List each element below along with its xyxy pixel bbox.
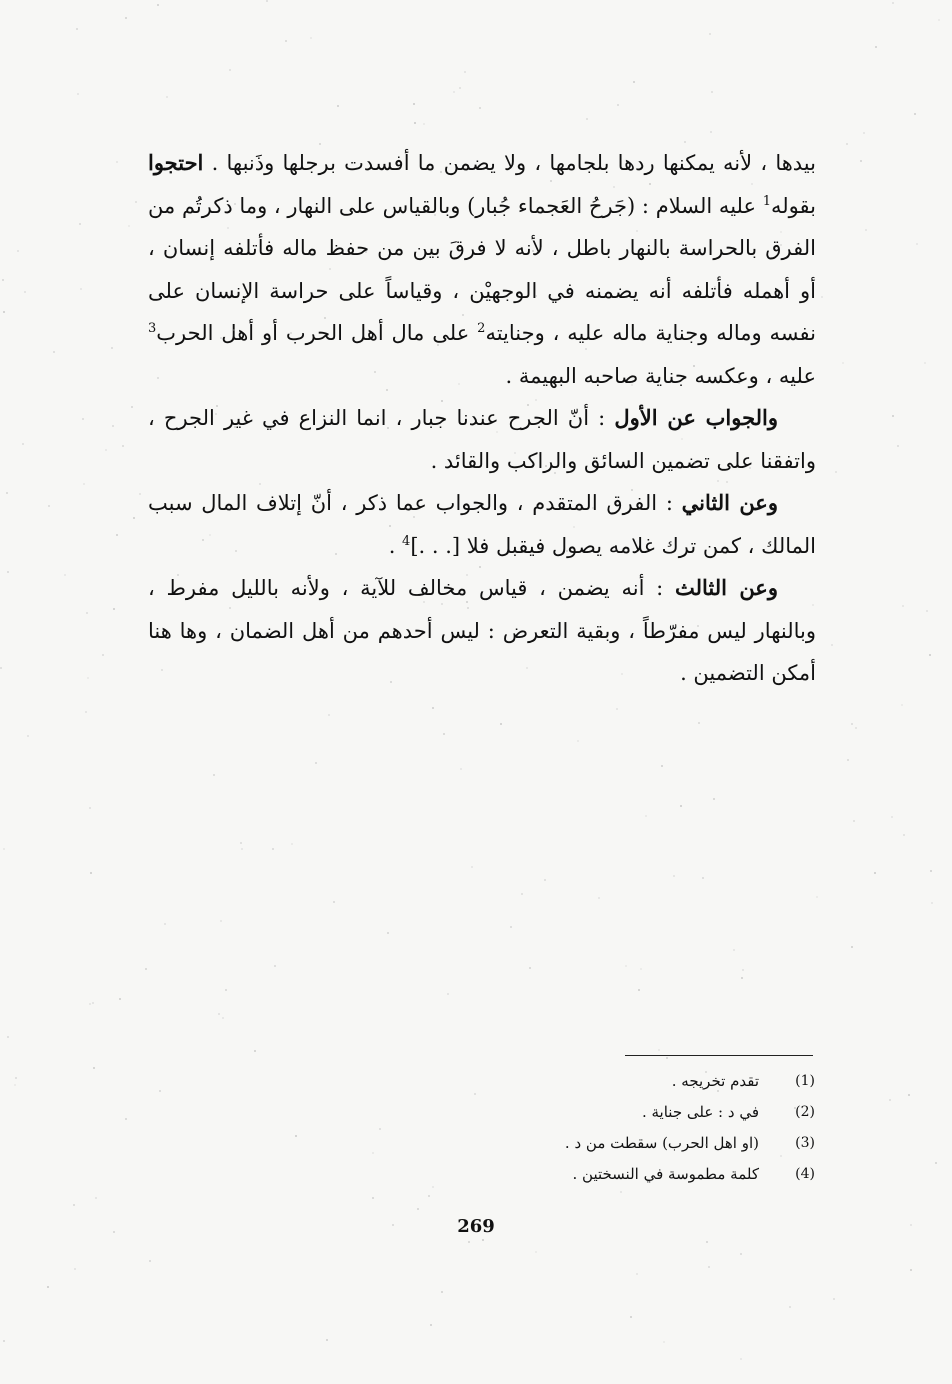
- footnote-number: (1): [795, 1073, 815, 1089]
- paper-speckle: [875, 46, 877, 48]
- paper-speckle: [111, 347, 113, 349]
- paper-speckle: [3, 311, 5, 313]
- paper-speckle: [7, 1036, 9, 1038]
- paper-speckle: [585, 348, 587, 350]
- paper-speckle: [333, 901, 335, 903]
- paper-speckle: [521, 893, 523, 895]
- paper-speckle: [938, 19, 940, 21]
- paper-speckle: [177, 574, 179, 576]
- paper-speckle: [860, 160, 862, 162]
- paper-speckle: [139, 493, 141, 495]
- paper-speckle: [694, 462, 696, 464]
- paper-speckle: [514, 452, 516, 454]
- paper-speckle: [903, 834, 905, 836]
- paper-speckle: [901, 704, 903, 706]
- paper-speckle: [230, 167, 232, 169]
- paper-speckle: [910, 1224, 912, 1226]
- paper-speckle: [27, 735, 29, 737]
- paper-speckle: [666, 1057, 668, 1059]
- paper-speckle: [598, 897, 600, 899]
- paper-speckle: [3, 848, 5, 850]
- paper-speckle: [328, 714, 330, 716]
- paper-speckle: [290, 332, 292, 334]
- paper-speckle: [335, 553, 337, 555]
- page-number: 269: [457, 1216, 495, 1237]
- paper-speckle: [592, 507, 594, 509]
- paper-speckle: [733, 949, 735, 951]
- paper-speckle: [780, 244, 782, 246]
- paper-speckle: [122, 445, 124, 447]
- paper-speckle: [234, 203, 236, 205]
- paper-speckle: [133, 517, 135, 519]
- paper-speckle: [673, 875, 675, 877]
- paper-speckle: [713, 798, 715, 800]
- paper-speckle: [586, 118, 588, 120]
- paper-speckle: [441, 603, 443, 605]
- paper-speckle: [423, 123, 425, 125]
- footnote-text: (او اهل الحرب) سقطت من د .: [564, 1134, 759, 1152]
- paper-speckle: [897, 445, 899, 447]
- footnote-number: (3): [795, 1135, 815, 1151]
- paragraph-3: [148, 482, 816, 567]
- paper-speckle: [631, 384, 633, 386]
- footnote-text: في د : على جناية .: [641, 1103, 759, 1121]
- paper-speckle: [711, 91, 713, 93]
- paper-speckle: [389, 525, 391, 527]
- paper-speckle: [266, 0, 268, 2]
- paper-speckle: [259, 483, 261, 485]
- paper-speckle: [116, 534, 118, 536]
- paper-speckle: [125, 1118, 127, 1120]
- paper-speckle: [717, 1090, 719, 1092]
- paper-speckle: [740, 1358, 742, 1360]
- paper-speckle: [831, 644, 833, 646]
- paper-speckle: [74, 1268, 76, 1270]
- paper-speckle: [684, 141, 686, 143]
- paper-speckle: [464, 71, 466, 73]
- paper-speckle: [640, 968, 642, 970]
- paper-speckle: [15, 1077, 17, 1079]
- paper-speckle: [709, 33, 711, 35]
- paper-speckle: [794, 1107, 796, 1109]
- paper-speckle: [910, 1269, 912, 1271]
- paper-speckle: [847, 759, 849, 761]
- paper-speckle: [119, 998, 121, 1000]
- paper-speckle: [295, 1135, 297, 1137]
- para4-heading: وعن الثالث: [674, 575, 778, 600]
- paper-speckle: [414, 122, 416, 124]
- paper-speckle: [892, 2, 894, 4]
- paper-speckle: [0, 667, 2, 669]
- paper-speckle: [432, 707, 434, 709]
- paper-speckle: [566, 550, 568, 552]
- paper-speckle: [706, 1241, 708, 1243]
- paper-speckle: [89, 807, 91, 809]
- paper-speckle: [441, 1291, 443, 1293]
- paper-speckle: [392, 1224, 394, 1226]
- paper-speckle: [432, 1186, 434, 1188]
- paper-speckle: [926, 610, 928, 612]
- paper-speckle: [865, 229, 867, 231]
- paper-speckle: [751, 183, 753, 185]
- paper-speckle: [423, 601, 425, 603]
- paper-speckle: [2, 279, 4, 281]
- paper-speckle: [863, 132, 865, 134]
- footnote-number: (2): [795, 1104, 815, 1120]
- paper-speckle: [846, 143, 848, 145]
- para3-text: : الفرق المتقدم ، والجواب عما ذكر ، أنّ إتلاف المال سبب المالك ، كمن ترك غلامه يصول فيقبل فلا [. . .]: [148, 491, 816, 558]
- paper-speckle: [324, 317, 326, 319]
- paper-speckle: [417, 1208, 419, 1210]
- paper-speckle: [902, 605, 904, 607]
- paper-speckle: [14, 1084, 16, 1086]
- paper-speckle: [159, 1090, 161, 1092]
- paper-speckle: [329, 268, 331, 270]
- paper-speckle: [931, 902, 933, 904]
- para1-text-d: على مال أهل الحرب أو أهل الحرب: [156, 321, 478, 345]
- paper-speckle: [225, 989, 227, 991]
- paper-speckle: [372, 1152, 374, 1154]
- paper-speckle: [443, 733, 445, 735]
- paper-speckle: [645, 815, 647, 817]
- paper-speckle: [617, 104, 619, 106]
- para2-heading: والجواب عن الأول: [614, 405, 778, 430]
- paper-speckle: [544, 879, 546, 881]
- paper-speckle: [135, 201, 137, 203]
- paper-speckle: [851, 723, 853, 725]
- footnote-1: [470, 1066, 815, 1097]
- paper-speckle: [164, 923, 166, 925]
- paper-speckle: [527, 404, 529, 406]
- paper-speckle: [3, 1340, 5, 1342]
- paper-speckle: [374, 371, 376, 373]
- footnote-ref-4[interactable]: 4: [402, 533, 411, 549]
- paper-speckle: [532, 250, 534, 252]
- paper-speckle: [466, 574, 468, 576]
- paper-speckle: [229, 69, 231, 71]
- paper-speckle: [93, 1067, 95, 1069]
- paper-speckle: [229, 607, 231, 609]
- paper-speckle: [430, 1324, 432, 1326]
- paper-speckle: [693, 365, 695, 367]
- paper-speckle: [47, 1286, 49, 1288]
- paper-speckle: [889, 1099, 891, 1101]
- paper-speckle: [742, 969, 744, 971]
- paper-speckle: [113, 1231, 115, 1233]
- para3-end: .: [388, 533, 403, 558]
- paper-speckle: [714, 286, 716, 288]
- paper-speckle: [462, 314, 464, 316]
- paper-speckle: [479, 107, 481, 109]
- paper-speckle: [930, 870, 932, 872]
- paper-speckle: [816, 896, 818, 898]
- paper-speckle: [740, 1253, 742, 1255]
- paper-speckle: [166, 96, 168, 98]
- para1-text-b: بقوله: [771, 193, 816, 218]
- paper-speckle: [53, 351, 55, 353]
- paper-speckle: [649, 183, 651, 185]
- paper-speckle: [145, 968, 147, 970]
- paper-speckle: [526, 667, 528, 669]
- paper-speckle: [92, 1002, 94, 1004]
- paper-speckle: [914, 113, 916, 115]
- paper-speckle: [663, 1341, 665, 1343]
- paper-speckle: [929, 654, 931, 656]
- paper-speckle: [337, 105, 339, 107]
- paper-speckle: [428, 1195, 430, 1197]
- paper-speckle: [220, 337, 222, 339]
- paper-speckle: [661, 765, 663, 767]
- paper-speckle: [702, 877, 704, 879]
- paper-speckle: [319, 143, 321, 145]
- paper-speckle: [161, 669, 163, 671]
- paper-speckle: [83, 483, 85, 485]
- paper-speckle: [874, 872, 876, 874]
- paper-speckle: [613, 186, 615, 188]
- paper-speckle: [577, 740, 579, 742]
- paper-speckle: [821, 296, 823, 298]
- paper-speckle: [89, 1003, 91, 1005]
- paper-speckle: [891, 816, 893, 818]
- paper-speckle: [780, 231, 782, 233]
- paper-speckle: [658, 1049, 660, 1051]
- para1-text-a: بيدها ، لأنه يمكنها ردها بلجامها ، ولا يضمن ما أفسدت برجلها وذَنبها .: [203, 151, 816, 175]
- paper-speckle: [616, 708, 618, 710]
- paper-speckle: [467, 607, 469, 609]
- paper-speckle: [466, 601, 468, 603]
- paper-speckle: [705, 1144, 707, 1146]
- paper-speckle: [812, 604, 814, 606]
- paper-speckle: [209, 534, 211, 536]
- footnote-number: (4): [795, 1166, 815, 1182]
- paper-speckle: [708, 1266, 710, 1268]
- paper-speckle: [636, 1273, 638, 1275]
- paper-speckle: [241, 848, 243, 850]
- paper-speckle: [116, 161, 118, 163]
- paper-speckle: [697, 625, 699, 627]
- paper-speckle: [710, 131, 712, 133]
- paper-speckle: [855, 727, 857, 729]
- paper-speckle: [254, 1050, 256, 1052]
- paper-speckle: [633, 81, 635, 83]
- paragraph-2: [148, 397, 816, 482]
- paper-speckle: [842, 362, 844, 364]
- paper-speckle: [447, 993, 449, 995]
- main-text: [148, 142, 816, 695]
- paper-speckle: [128, 225, 130, 227]
- paper-speckle: [434, 214, 436, 216]
- paper-speckle: [698, 722, 700, 724]
- para1-text-c: عليه السلام : (جَرحُ العَجماء جُبار) وبالقياس على النهار ، وما ذكرتُم من الفرق بالحراسة بالنهار باطل ، لأنه لا فرقَ بين من حفظ ماله فأتلفه إنسان ، أو أهمله فأتلفه أنه يضمنه في الوجهيْن ، وقياساً على حراسة الإنسان على نفسه وماله وجناية ماله عليه ، وجنايته: [148, 193, 816, 345]
- paper-speckle: [131, 406, 133, 408]
- paper-speckle: [535, 1251, 537, 1253]
- paper-speckle: [535, 295, 537, 297]
- paper-speckle: [64, 574, 66, 576]
- paper-speckle: [76, 28, 78, 30]
- paper-speckle: [24, 291, 26, 293]
- paper-speckle: [638, 989, 640, 991]
- paper-speckle: [625, 965, 627, 967]
- paper-speckle: [851, 946, 853, 948]
- paper-speckle: [458, 383, 460, 385]
- paper-speckle: [112, 425, 114, 427]
- paper-speckle: [631, 489, 633, 491]
- paper-speckle: [630, 1316, 632, 1318]
- paragraph-4: [148, 567, 816, 695]
- paper-speckle: [440, 171, 442, 173]
- paper-speckle: [474, 1093, 476, 1095]
- paper-speckle: [738, 382, 740, 384]
- paper-speckle: [90, 872, 92, 874]
- footnote-ref-3[interactable]: 3: [148, 321, 157, 336]
- paper-speckle: [554, 472, 556, 474]
- paper-speckle: [234, 426, 236, 428]
- paper-speckle: [460, 768, 462, 770]
- paper-speckle: [220, 920, 222, 922]
- paper-speckle: [285, 40, 287, 42]
- paper-speckle: [386, 389, 388, 391]
- paper-speckle: [441, 400, 443, 402]
- paper-speckle: [227, 227, 229, 229]
- paper-speckle: [459, 87, 461, 89]
- paper-speckle: [365, 251, 367, 253]
- paper-speckle: [482, 1239, 484, 1241]
- paper-speckle: [315, 762, 317, 764]
- paper-speckle: [387, 932, 389, 934]
- paper-speckle: [7, 571, 9, 573]
- paper-speckle: [222, 1017, 224, 1019]
- paper-speckle: [720, 675, 722, 677]
- paper-speckle: [387, 427, 389, 429]
- paper-speckle: [545, 465, 547, 467]
- paper-speckle: [535, 399, 537, 401]
- paper-speckle: [274, 965, 276, 967]
- footnote-text: تقدم تخريجه .: [671, 1072, 759, 1090]
- paper-speckle: [413, 103, 415, 105]
- paper-speckle: [240, 842, 242, 844]
- paper-speckle: [157, 4, 159, 6]
- paper-speckle: [6, 492, 8, 494]
- paper-speckle: [125, 17, 127, 19]
- footnote-3: [470, 1128, 815, 1159]
- paper-speckle: [22, 443, 24, 445]
- footnote-divider: [625, 1055, 813, 1056]
- paper-speckle: [87, 677, 89, 679]
- paper-speckle: [48, 505, 50, 507]
- paper-speckle: [620, 1191, 622, 1193]
- paper-speckle: [413, 516, 415, 518]
- paper-speckle: [326, 1339, 328, 1341]
- paper-speckle: [726, 481, 728, 483]
- paper-speckle: [833, 1298, 835, 1300]
- paper-speckle: [86, 612, 88, 614]
- paper-speckle: [908, 1094, 910, 1096]
- footnote-4: [470, 1159, 815, 1190]
- footnotes: [470, 1066, 815, 1190]
- paper-speckle: [468, 1241, 470, 1243]
- paper-speckle: [149, 1260, 151, 1262]
- paper-speckle: [892, 415, 894, 417]
- paper-speckle: [235, 550, 237, 552]
- para3-heading: وعن الثاني: [681, 490, 778, 515]
- paper-speckle: [310, 37, 312, 39]
- paper-speckle: [79, 223, 81, 225]
- paper-speckle: [780, 1155, 782, 1157]
- paper-speckle: [157, 377, 159, 379]
- para1-text-e: عليه ، وعكسه جناية صاحبه البهيمة .: [505, 363, 816, 388]
- paper-speckle: [105, 449, 107, 451]
- paper-speckle: [95, 1197, 97, 1199]
- paper-speckle: [749, 467, 751, 469]
- paragraph-1: [148, 142, 816, 397]
- footnote-ref-2[interactable]: 2: [477, 321, 486, 336]
- paper-speckle: [789, 1306, 791, 1308]
- paper-speckle: [573, 526, 575, 528]
- paper-speckle: [80, 288, 82, 290]
- paper-speckle: [390, 681, 392, 683]
- paper-speckle: [717, 480, 719, 482]
- paper-speckle: [113, 608, 115, 610]
- paper-speckle: [218, 1013, 220, 1015]
- paper-speckle: [216, 405, 218, 407]
- paper-speckle: [741, 977, 743, 979]
- paper-speckle: [102, 654, 104, 656]
- para4-text: : أنه يضمن ، قياس مخالف للآية ، ولأنه بالليل مفرط ، وبالنهار ليس مفرّطاً ، وبقية التعرض : ليس أحدهم من أهل الضمان ، وها هنا أمكن التضمين .: [148, 576, 816, 685]
- paper-speckle: [916, 243, 918, 245]
- paper-speckle: [202, 539, 204, 541]
- paper-speckle: [621, 673, 623, 675]
- paper-speckle: [17, 250, 19, 252]
- paper-speckle: [924, 362, 926, 364]
- paper-speckle: [529, 967, 531, 969]
- paper-speckle: [935, 1162, 937, 1164]
- footnote-text: كلمة مطموسة في النسختين .: [572, 1165, 759, 1183]
- paper-speckle: [496, 431, 498, 433]
- paper-speckle: [213, 774, 215, 776]
- footnote-ref-1[interactable]: 1: [762, 193, 772, 209]
- paper-speckle: [215, 413, 217, 415]
- paper-speckle: [291, 843, 293, 845]
- paper-speckle: [479, 566, 481, 568]
- paper-speckle: [510, 926, 512, 928]
- paper-speckle: [77, 93, 79, 95]
- paper-speckle: [500, 723, 502, 725]
- footnote-2: [470, 1097, 815, 1128]
- paper-speckle: [853, 820, 855, 822]
- paper-speckle: [379, 1128, 381, 1130]
- paper-speckle: [372, 1197, 374, 1199]
- paper-speckle: [272, 848, 274, 850]
- paper-speckle: [437, 344, 439, 346]
- para1-heading: احتجوا: [148, 150, 204, 175]
- paper-speckle: [471, 866, 473, 868]
- paper-speckle: [681, 438, 683, 440]
- paper-speckle: [73, 1204, 75, 1206]
- paper-speckle: [550, 180, 552, 182]
- paper-speckle: [705, 1071, 707, 1073]
- paper-speckle: [82, 418, 84, 420]
- paper-speckle: [453, 91, 455, 93]
- paper-speckle: [680, 805, 682, 807]
- para2-text: : أنّ الجرح عندنا جبار ، انما النزاع في غير الجرح ، واتفقنا على تضمين السائق والراكب والقائد .: [148, 406, 816, 473]
- paper-speckle: [835, 471, 837, 473]
- paper-speckle: [85, 711, 87, 713]
- paper-speckle: [233, 329, 235, 331]
- paper-speckle: [636, 230, 638, 232]
